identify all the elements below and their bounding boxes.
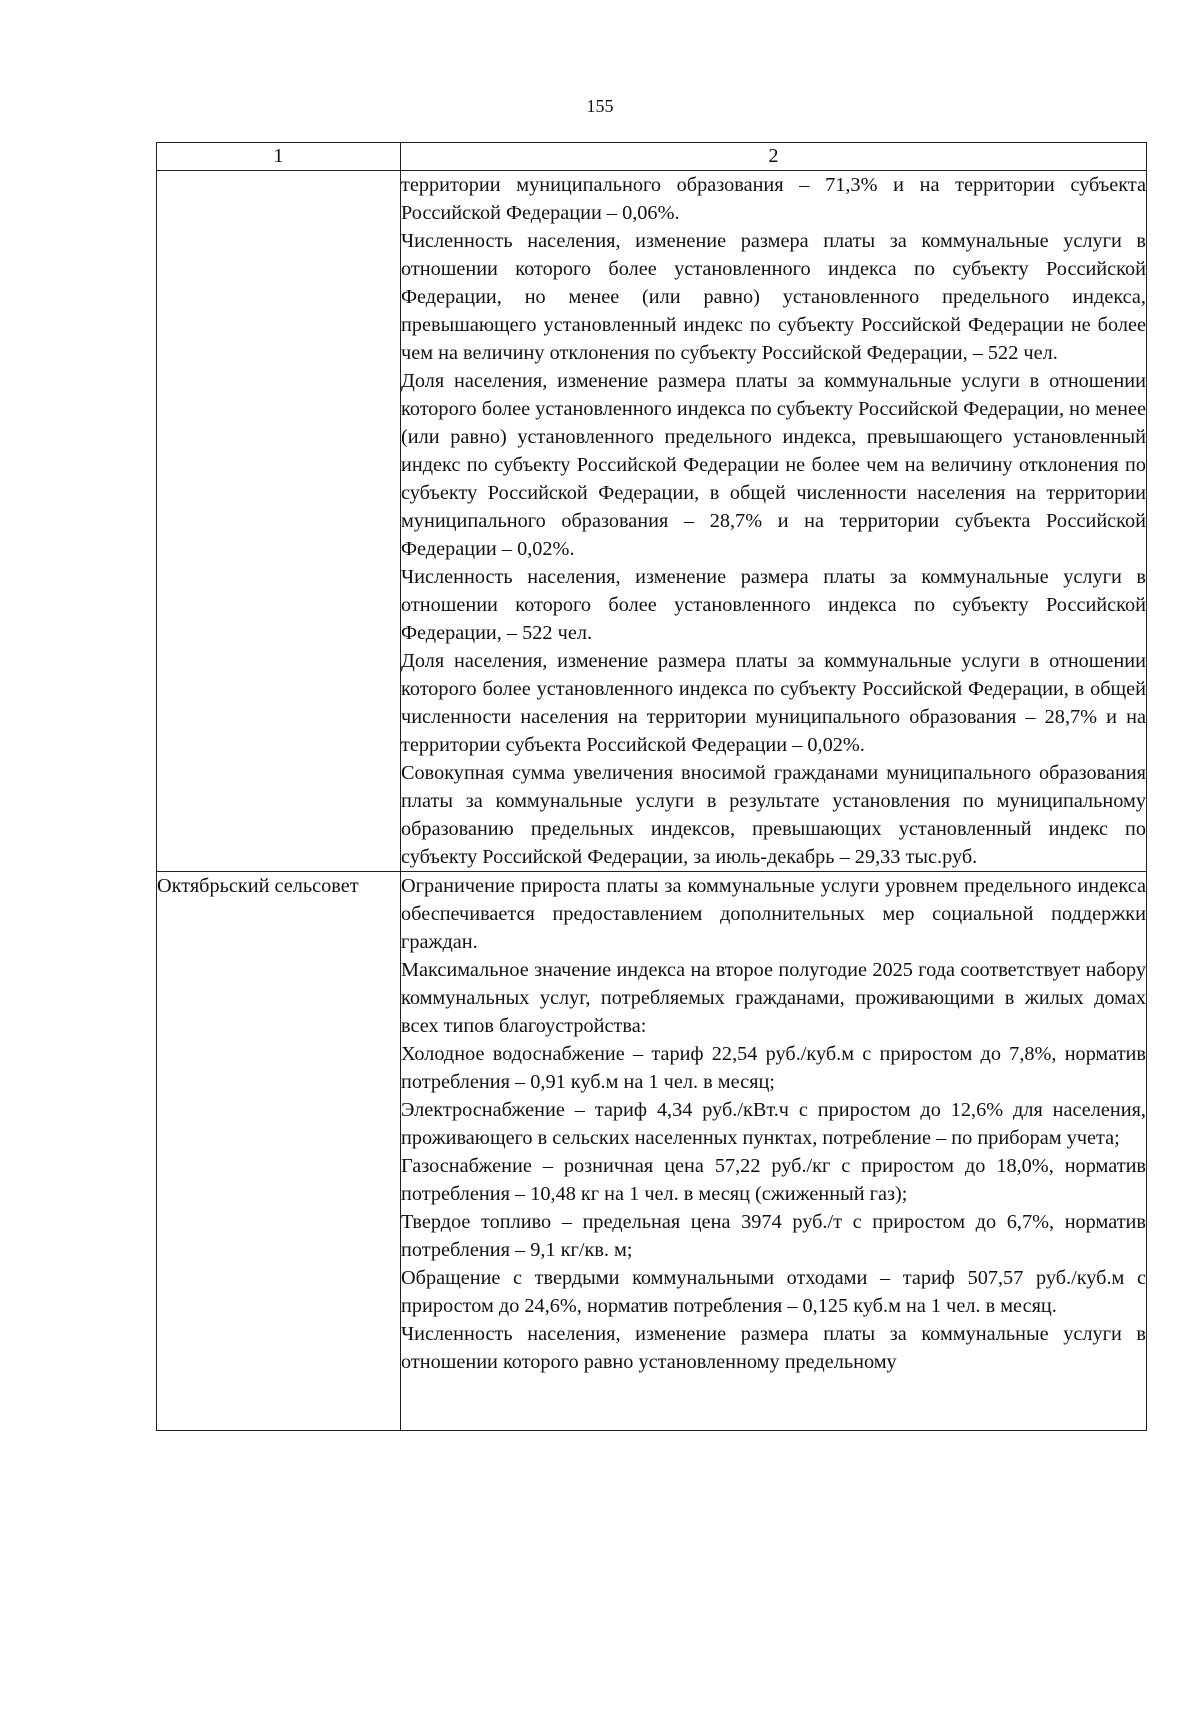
description-paragraph: Ограничение прироста платы за коммунальные услуги уровнем предельного индекса обеспечивается предоставлением дополнительных мер социальной поддержки граждан. (401, 875, 1146, 953)
page-number: 155 (586, 96, 614, 116)
column-header-2: 2 (401, 143, 1147, 171)
description-paragraph: Численность населения, изменение размера платы за коммунальные услуги в отношении которого более установленного индекса по субъекту Российской Федерации, – 522 чел. (401, 566, 1146, 644)
description-paragraph: Совокупная сумма увеличения вносимой гражданами муниципального образования платы за коммунальные услуги в результате установления по муниципальному образованию предельных индексов, превышающих установленный индекс по субъекту Российской Федерации, за июль-декабрь – 29,33 тыс.руб. (401, 762, 1146, 868)
description-paragraph: Обращение с твердыми коммунальными отходами – тариф 507,57 руб./куб.м с приростом до 24,6%, норматив потребления – 0,125 куб.м на 1 чел. в месяц. (401, 1267, 1146, 1317)
description-cell (401, 171, 1147, 872)
description-paragraph: Электроснабжение – тариф 4,34 руб./кВт.ч с приростом до 12,6% для населения, проживающего в сельских населенных пунктах, потребление – по приборам учета; (401, 1099, 1146, 1149)
description-paragraph: Численность населения, изменение размера платы за коммунальные услуги в отношении которого равно установленному предельному (401, 1323, 1146, 1373)
table-row (157, 872, 1147, 1431)
description-paragraph: Газоснабжение – розничная цена 57,22 руб./кг с приростом до 18,0%, норматив потребления – 10,48 кг на 1 чел. в месяц (сжиженный газ); (401, 1155, 1146, 1205)
table-header-row (157, 143, 1147, 171)
description-paragraph: Доля населения, изменение размера платы за коммунальные услуги в отношении которого более установленного индекса по субъекту Российской Федерации, в общей численности населения на территории муниципального образования – 28,7% и на территории субъекта Российской Федерации – 0,02%. (401, 650, 1146, 756)
municipality-name: Октябрьский сельсовет (157, 875, 359, 897)
column-header-1: 1 (157, 143, 401, 171)
description-paragraph: Доля населения, изменение размера платы за коммунальные услуги в отношении которого более установленного индекса по субъекту Российской Федерации, но менее (или равно) установленного предельного индекса, превышающего установленный индекс по субъекту Российской Федерации не более чем на величину отклонения по субъекту Российской Федерации, в общей численности населения на территории муниципального образования – 28,7% и на территории субъекта Российской Федерации – 0,02%. (401, 370, 1146, 560)
description-paragraph: территории муниципального образования – 71,3% и на территории субъекта Российской Федерации – 0,06%. (401, 174, 1146, 224)
description-paragraph: Численность населения, изменение размера платы за коммунальные услуги в отношении которого более установленного индекса по субъекту Российской Федерации, но менее (или равно) установленного предельного индекса, превышающего установленный индекс по субъекту Российской Федерации не более чем на величину отклонения по субъекту Российской Федерации, – 522 чел. (401, 230, 1146, 364)
municipality-name-cell (157, 171, 401, 872)
municipality-name-cell (157, 872, 401, 1431)
description-cell (401, 872, 1147, 1431)
description-paragraph: Холодное водоснабжение – тариф 22,54 руб./куб.м с приростом до 7,8%, норматив потребления – 0,91 куб.м на 1 чел. в месяц; (401, 1043, 1146, 1093)
municipal-index-table (156, 142, 1147, 1431)
table-row (157, 171, 1147, 872)
description-clip (401, 872, 1146, 1428)
description-paragraph: Твердое топливо – предельная цена 3974 руб./т с приростом до 6,7%, норматив потребления – 9,1 кг/кв. м; (401, 1211, 1146, 1261)
description-paragraph: Максимальное значение индекса на второе полугодие 2025 года соответствует набору коммунальных услуг, потребляемых гражданами, проживающими в жилых домах всех типов благоустройства: (401, 959, 1146, 1037)
